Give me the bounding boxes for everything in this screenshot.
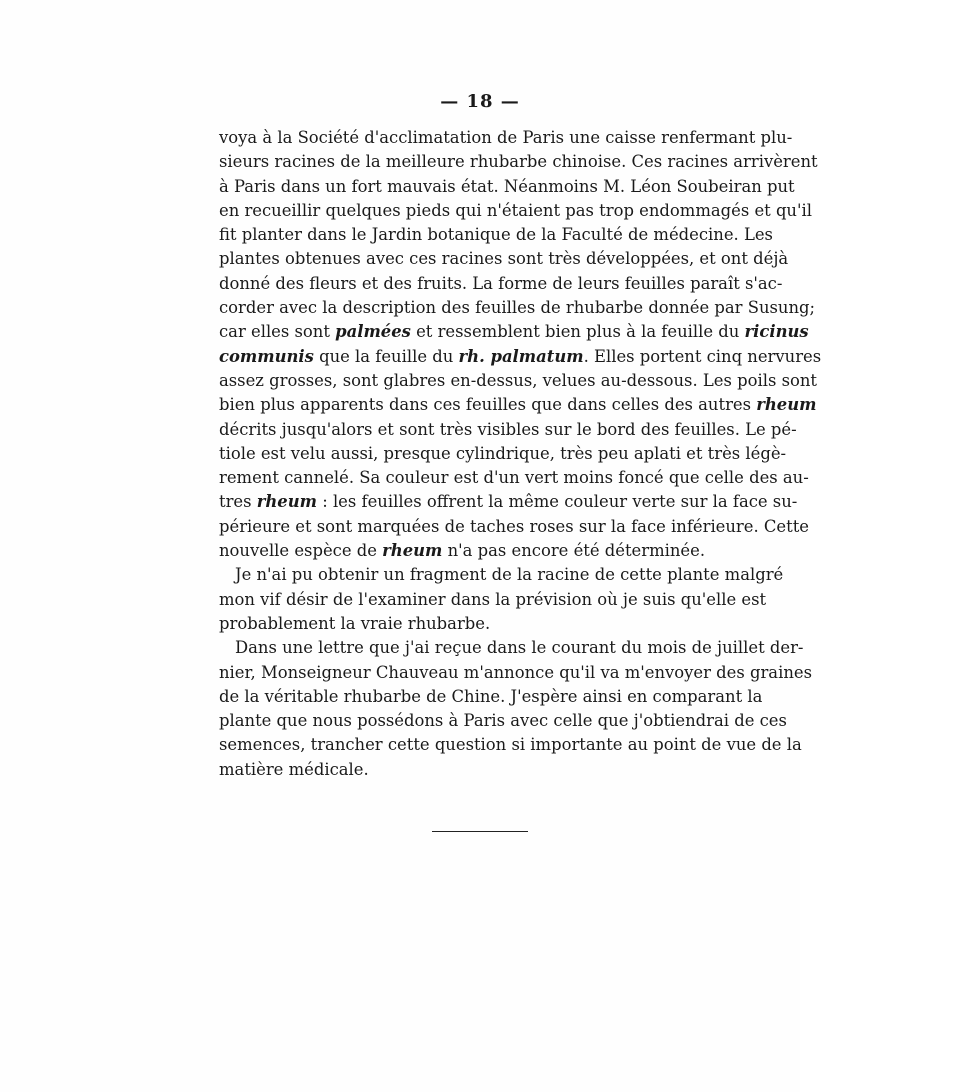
text-run: que la feuille du <box>313 346 459 366</box>
text-line: Je n'ai pu obtenir un fragment de la racine de cette plante malgré <box>235 565 784 585</box>
italic-term: palmées <box>335 322 411 342</box>
text-line: voya à la Société d'acclimatation de Paris une caisse renfermant plu- <box>219 128 793 147</box>
text-line: plantes obtenues avec ces racines sont très développées, et ont déjà <box>219 249 789 269</box>
text-line: sieurs racines de la meilleure rhubarbe chinoise. Ces racines arrivèrent <box>219 152 818 172</box>
text-line: plante que nous possédons à Paris avec celle que j'obtiendrai de ces <box>219 711 787 731</box>
italic-term: rheum <box>256 492 317 512</box>
italic-term: rheum <box>756 395 817 415</box>
text-line: donné des fleurs et des fruits. La forme de leurs feuilles paraît s'ac- <box>219 273 783 293</box>
text-line <box>219 490 798 514</box>
text-run: car elles sont <box>219 322 336 342</box>
text-line: de la véritable rhubarbe de Chine. J'espère ainsi en comparant la <box>219 686 763 706</box>
text-line: matière médicale. <box>219 759 369 779</box>
section-divider <box>432 831 528 832</box>
text-run: tres <box>219 492 257 512</box>
text-line: à Paris dans un fort mauvais état. Néanmoins M. Léon Soubeiran put <box>219 176 795 196</box>
text-line: Dans une lettre que j'ai reçue dans le courant du mois de juillet der- <box>235 638 804 658</box>
text-line: tiole est velu aussi, presque cylindrique, très peu aplati et très légè- <box>219 443 787 463</box>
text-run: et ressemblent bien plus à la feuille du <box>410 322 745 342</box>
italic-term: ricinus <box>744 322 809 342</box>
text-run: bien plus apparents dans ces feuilles que dans celles des autres <box>219 395 757 415</box>
page-number: — 18 — <box>440 91 520 112</box>
text-line: rement cannelé. Sa couleur est d'un vert moins foncé que celle des au- <box>219 468 809 488</box>
text-line: semences, trancher cette question si importante au point de vue de la <box>219 735 802 755</box>
text-run: n'a pas encore été déterminée. <box>442 541 706 561</box>
text-line <box>219 539 752 563</box>
text-line: fit planter dans le Jardin botanique de la Faculté de médecine. Les <box>219 225 773 245</box>
text-line <box>219 345 822 369</box>
text-run: nouvelle espèce de <box>219 541 383 561</box>
text-run: . Elles portent cinq nervures <box>583 346 822 366</box>
text-line: mon vif désir de l'examiner dans la prévision où je suis qu'elle est <box>219 589 767 609</box>
text-line: décrits jusqu'alors et sont très visibles sur le bord des feuilles. Le pé- <box>219 419 797 439</box>
body-text <box>219 126 822 782</box>
italic-term: rh. palmatum <box>458 346 584 366</box>
text-line <box>219 320 809 344</box>
text-line: corder avec la description des feuilles de rhubarbe donnée par Susung; <box>219 298 816 318</box>
text-line: périeure et sont marquées de taches roses sur la face inférieure. Cette <box>219 516 810 536</box>
text-line: probablement la vraie rhubarbe. <box>219 613 491 633</box>
text-run: : les feuilles offrent la même couleur verte sur la face su- <box>317 492 798 512</box>
italic-term: communis <box>219 346 314 366</box>
text-line <box>219 393 817 417</box>
text-line: en recueillir quelques pieds qui n'étaient pas trop endommagés et qu'il <box>219 200 812 220</box>
text-line: nier, Monseigneur Chauveau m'annonce qu'il va m'envoyer des graines <box>219 662 812 682</box>
italic-term: rheum <box>382 541 443 561</box>
text-line: assez grosses, sont glabres en-dessus, velues au-dessous. Les poils sont <box>219 370 817 390</box>
